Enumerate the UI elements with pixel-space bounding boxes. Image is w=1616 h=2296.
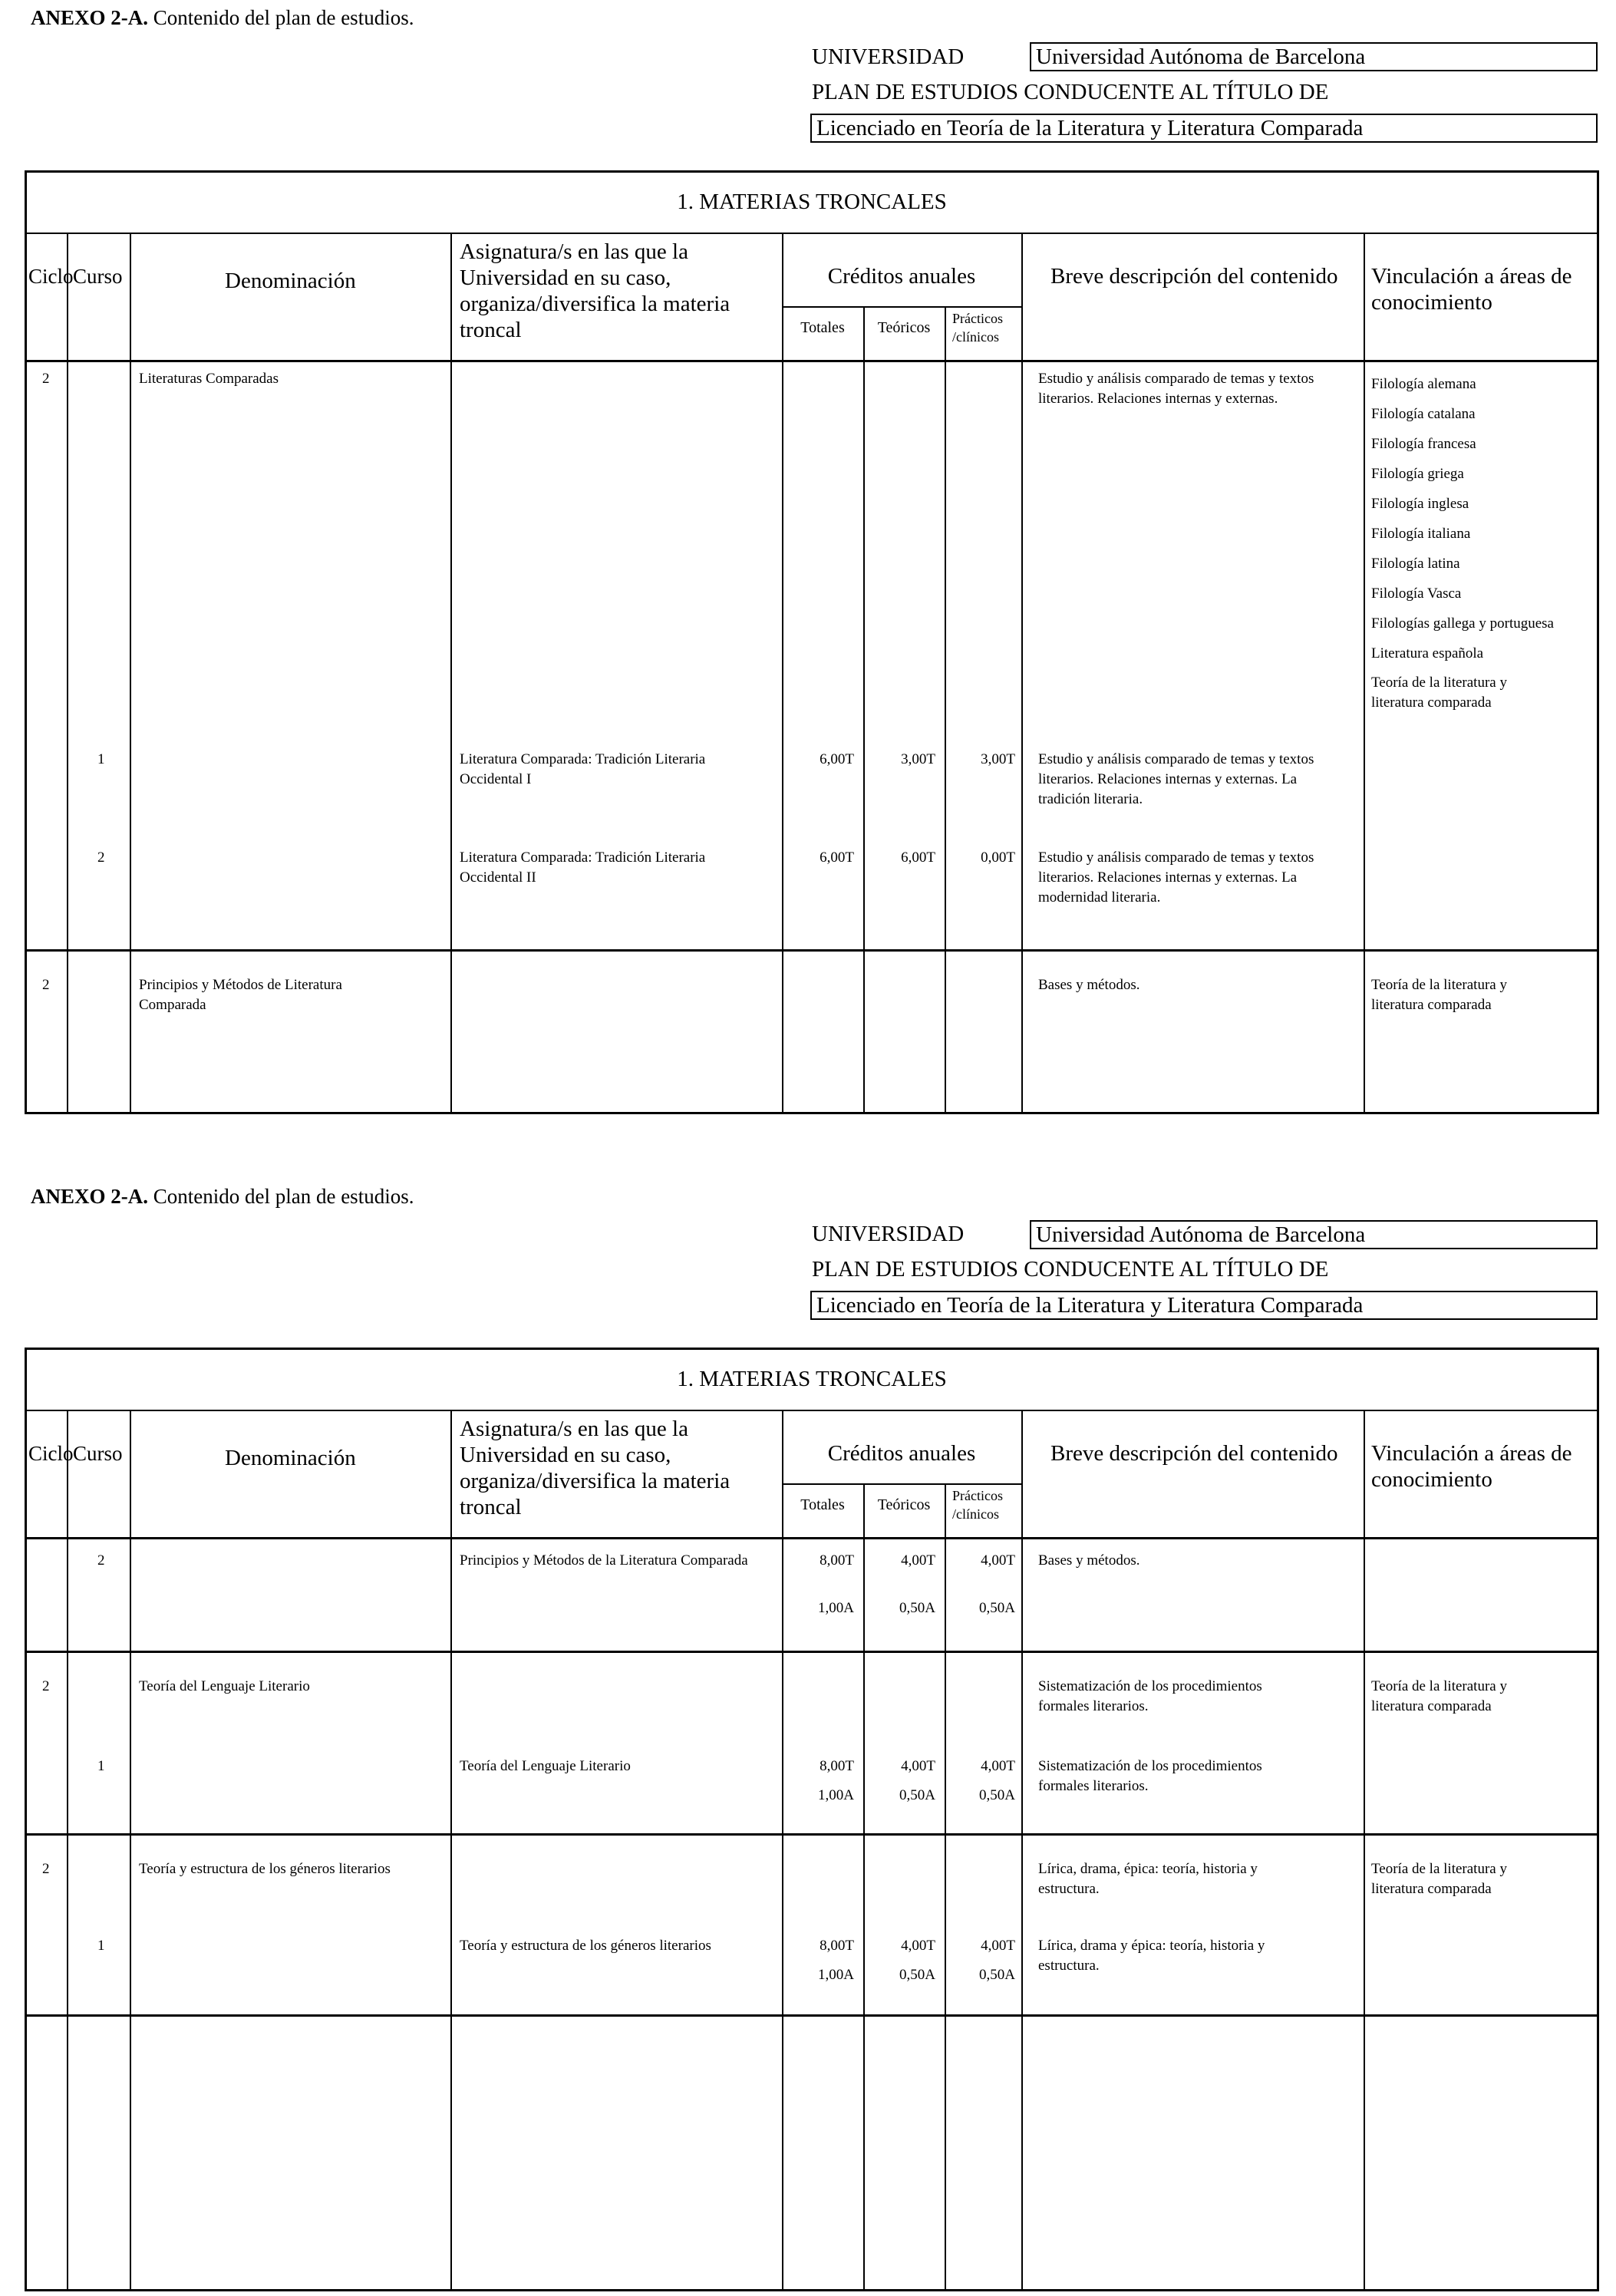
curso-cell: 1 — [97, 1938, 105, 1954]
totales-cell: 8,00T — [820, 1758, 854, 1774]
descripcion-cell: Estudio y análisis comparado de temas y textos literarios. Relaciones internas y externas. La tradición literaria. — [1038, 751, 1314, 807]
col-practicos: Prácticos /clínicos — [952, 1488, 1003, 1522]
denominacion-cell: Teoría del Lenguaje Literario — [139, 1678, 310, 1694]
descripcion-cell: Bases y métodos. — [1038, 977, 1140, 993]
descripcion-cell: Estudio y análisis comparado de temas y textos literarios. Relaciones internas y externas. — [1038, 371, 1314, 407]
totales-cell: 1,00A — [818, 1787, 854, 1803]
col-totales: Totales — [800, 1496, 845, 1513]
col-denominacion: Denominación — [225, 269, 356, 293]
curso-cell: 1 — [97, 1758, 105, 1774]
col-creditos: Créditos anuales — [827, 264, 976, 289]
plan-label: PLAN DE ESTUDIOS CONDUCENTE AL TÍTULO DE — [812, 80, 1329, 104]
col-creditos: Créditos anuales — [827, 1441, 976, 1466]
totales-cell: 6,00T — [820, 751, 854, 767]
totales-cell: 1,00A — [818, 1600, 854, 1616]
practicos-cell: 4,00T — [981, 1758, 1015, 1774]
practicos-cell: 4,00T — [981, 1938, 1015, 1954]
section-title: 1. MATERIAS TRONCALES — [677, 190, 947, 214]
area-item: Filología francesa — [1371, 436, 1476, 452]
area-item: Filología latina — [1371, 556, 1460, 572]
materias-troncales-table — [25, 1348, 1599, 2291]
col-curso: Curso — [73, 265, 123, 288]
practicos-cell: 4,00T — [981, 1552, 1015, 1569]
asignatura-cell: Literatura Comparada: Tradición Literaria Occidental II — [460, 849, 706, 886]
materias-troncales-table — [25, 170, 1599, 1114]
practicos-cell: 0,00T — [981, 849, 1015, 866]
titulo-value: Licenciado en Teoría de la Literatura y Literatura Comparada — [810, 1291, 1598, 1320]
col-teoricos: Teóricos — [877, 319, 931, 336]
descripcion-cell: Estudio y análisis comparado de temas y textos literarios. Relaciones internas y externas. La modernidad literaria. — [1038, 849, 1314, 906]
denominacion-cell: Teoría y estructura de los géneros literarios — [139, 1861, 391, 1877]
col-practicos: Prácticos /clínicos — [952, 311, 1003, 345]
practicos-cell: 0,50A — [979, 1787, 1015, 1803]
ciclo-cell: 2 — [42, 1861, 50, 1877]
universidad-label: UNIVERSIDAD — [812, 1222, 965, 1246]
descripcion-cell: Sistematización de los procedimientos formales literarios. — [1038, 1678, 1262, 1714]
col-totales: Totales — [800, 319, 845, 336]
teoricos-cell: 0,50A — [899, 1967, 935, 1983]
teoricos-cell: 4,00T — [901, 1552, 935, 1569]
teoricos-cell: 4,00T — [901, 1938, 935, 1954]
areas-cell: Teoría de la literatura y literatura comparada — [1371, 1678, 1507, 1714]
area-item: Filologías gallega y portuguesa — [1371, 615, 1554, 632]
teoricos-cell: 6,00T — [901, 849, 935, 866]
area-item: Filología griega — [1371, 466, 1464, 482]
teoricos-cell: 0,50A — [899, 1787, 935, 1803]
col-asignatura: Asignatura/s en las que la Universidad en su caso, organiza/diversifica la materia troncal — [460, 1417, 730, 1519]
col-asignatura: Asignatura/s en las que la Universidad en su caso, organiza/diversifica la materia troncal — [460, 239, 730, 342]
curso-cell: 1 — [97, 751, 105, 767]
area-item: Filología inglesa — [1371, 496, 1469, 512]
curso-cell: 2 — [97, 1552, 105, 1569]
denominacion-cell: Principios y Métodos de Literatura Comparada — [139, 977, 342, 1013]
col-ciclo: Ciclo — [28, 265, 74, 288]
col-ciclo: Ciclo — [28, 1442, 74, 1465]
ciclo-cell: 2 — [42, 1678, 50, 1694]
teoricos-cell: 4,00T — [901, 1758, 935, 1774]
denominacion-cell: Literaturas Comparadas — [139, 371, 279, 387]
asignatura-cell: Principios y Métodos de la Literatura Comparada — [460, 1552, 748, 1569]
practicos-cell: 0,50A — [979, 1600, 1015, 1616]
totales-cell: 6,00T — [820, 849, 854, 866]
universidad-label: UNIVERSIDAD — [812, 45, 965, 69]
ciclo-cell: 2 — [42, 371, 50, 387]
descripcion-cell: Bases y métodos. — [1038, 1552, 1140, 1569]
ciclo-cell: 2 — [42, 977, 50, 993]
area-item: Filología alemana — [1371, 376, 1476, 392]
titulo-value: Licenciado en Teoría de la Literatura y Literatura Comparada — [810, 114, 1598, 143]
totales-cell: 8,00T — [820, 1552, 854, 1569]
areas-cell: Teoría de la literatura y literatura comparada — [1371, 977, 1507, 1013]
descripcion-cell: Lírica, drama y épica: teoría, historia y estructura. — [1038, 1938, 1265, 1974]
annex-heading: ANEXO 2-A. Contenido del plan de estudios. — [31, 6, 414, 29]
asignatura-cell: Teoría y estructura de los géneros literarios — [460, 1938, 711, 1954]
totales-cell: 1,00A — [818, 1967, 854, 1983]
col-breve: Breve descripción del contenido — [1050, 1441, 1338, 1466]
areas-cell: Teoría de la literatura y literatura comparada — [1371, 1861, 1507, 1897]
plan-label: PLAN DE ESTUDIOS CONDUCENTE AL TÍTULO DE — [812, 1257, 1329, 1282]
col-denominacion: Denominación — [225, 1446, 356, 1470]
col-teoricos: Teóricos — [877, 1496, 931, 1513]
areas-list — [1371, 369, 1594, 713]
annex-heading: ANEXO 2-A. Contenido del plan de estudios. — [31, 1185, 414, 1208]
col-vinculacion: Vinculación a áreas de conocimiento — [1371, 264, 1572, 315]
area-item: Filología italiana — [1371, 526, 1471, 542]
curso-cell: 2 — [97, 849, 105, 866]
totales-cell: 8,00T — [820, 1938, 854, 1954]
area-item: Literatura española — [1371, 645, 1484, 661]
universidad-value: Universidad Autónoma de Barcelona — [1030, 1220, 1598, 1249]
col-vinculacion: Vinculación a áreas de conocimiento — [1371, 1441, 1572, 1492]
col-breve: Breve descripción del contenido — [1050, 264, 1338, 289]
teoricos-cell: 0,50A — [899, 1600, 935, 1616]
practicos-cell: 3,00T — [981, 751, 1015, 767]
universidad-value: Universidad Autónoma de Barcelona — [1030, 42, 1598, 71]
col-curso: Curso — [73, 1442, 123, 1465]
descripcion-cell: Sistematización de los procedimientos formales literarios. — [1038, 1758, 1262, 1794]
descripcion-cell: Lírica, drama, épica: teoría, historia y estructura. — [1038, 1861, 1258, 1897]
teoricos-cell: 3,00T — [901, 751, 935, 767]
asignatura-cell: Literatura Comparada: Tradición Literaria Occidental I — [460, 751, 706, 787]
asignatura-cell: Teoría del Lenguaje Literario — [460, 1758, 631, 1774]
area-item: Filología catalana — [1371, 406, 1476, 422]
area-item: Teoría de la literatura y literatura comparada — [1371, 675, 1507, 711]
section-title: 1. MATERIAS TRONCALES — [677, 1367, 947, 1391]
practicos-cell: 0,50A — [979, 1967, 1015, 1983]
area-item: Filología Vasca — [1371, 586, 1462, 602]
